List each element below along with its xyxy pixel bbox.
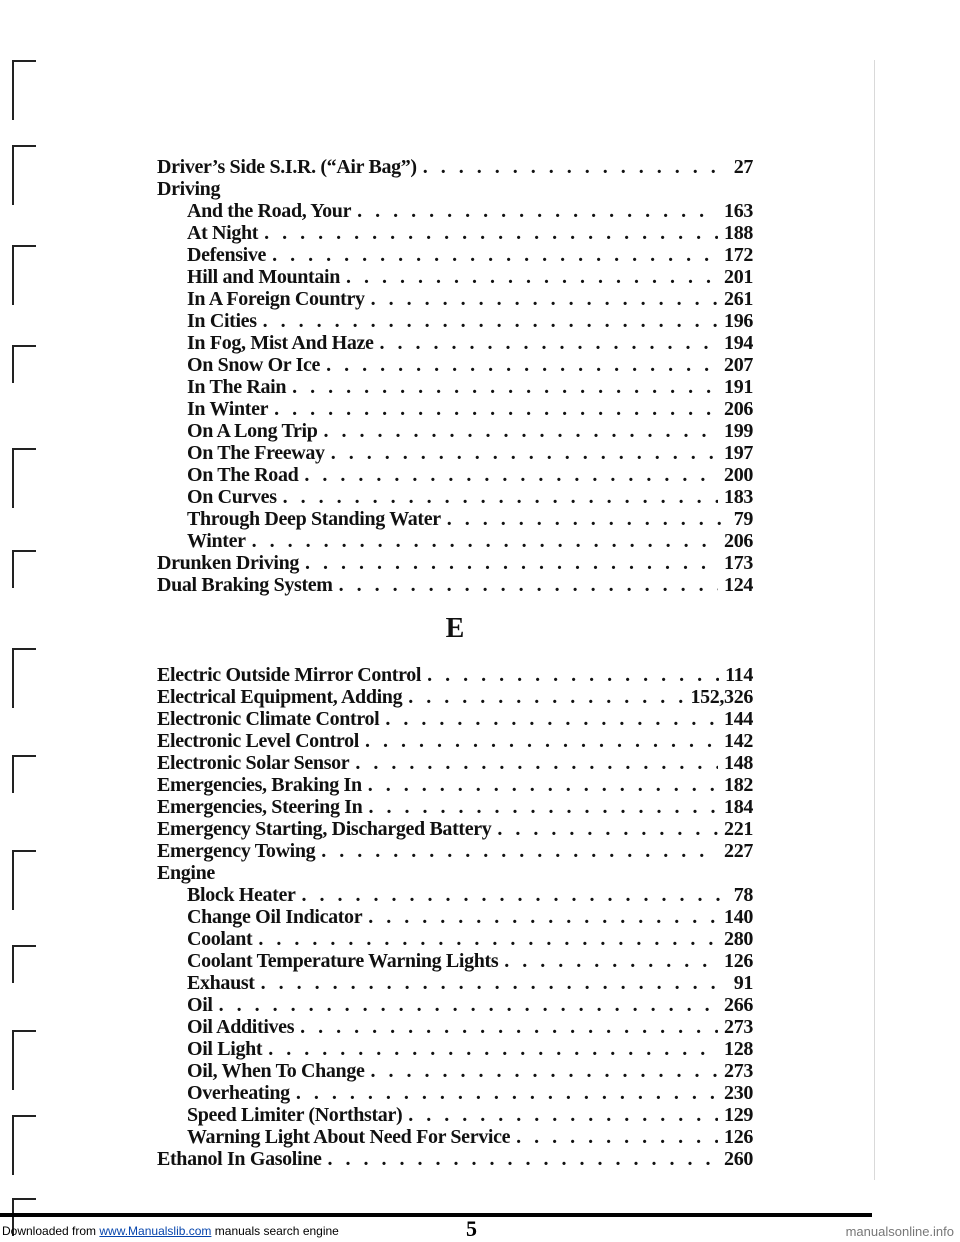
dot-leader xyxy=(408,686,684,708)
entry-page: 124 xyxy=(724,574,753,596)
dot-leader xyxy=(423,156,728,178)
index-subentry xyxy=(157,442,753,464)
entry-text: On Snow Or Ice xyxy=(187,354,321,376)
index-subentry xyxy=(157,1060,753,1082)
index-list xyxy=(157,156,753,1170)
entry-text: On The Road xyxy=(187,464,299,486)
index-entry xyxy=(157,752,753,774)
entry-text: Dual Braking System xyxy=(157,574,333,596)
entry-text: On A Long Trip xyxy=(187,420,318,442)
entry-page: 144 xyxy=(724,708,753,730)
entry-page: 142 xyxy=(724,730,753,752)
dot-leader xyxy=(283,486,718,508)
entry-text: Electronic Climate Control xyxy=(157,708,380,730)
dot-leader xyxy=(339,574,718,596)
index-subentry xyxy=(157,222,753,244)
entry-text: Block Heater xyxy=(187,884,296,906)
index-entry xyxy=(157,552,753,574)
entry-page: 163 xyxy=(724,200,753,222)
entry-page: 273 xyxy=(724,1016,753,1038)
entry-text: Defensive xyxy=(187,244,267,266)
entry-text: Winter xyxy=(187,530,246,552)
index-subentry xyxy=(157,486,753,508)
dot-leader xyxy=(368,774,718,796)
binder-mark xyxy=(12,60,36,120)
binder-marks xyxy=(0,0,60,1242)
dot-leader xyxy=(385,708,718,730)
page-number: 5 xyxy=(466,1216,477,1241)
dot-leader xyxy=(274,398,718,420)
entry-text: Coolant Temperature Warning Lights xyxy=(187,950,499,972)
entry-page: 173 xyxy=(724,552,753,574)
binder-mark xyxy=(12,755,36,793)
entry-page: 221 xyxy=(724,818,753,840)
entry-text: Through Deep Standing Water xyxy=(187,508,441,530)
binder-mark xyxy=(12,648,36,708)
dot-leader xyxy=(272,244,718,266)
footer-rule xyxy=(0,1213,872,1217)
entry-text: Oil Additives xyxy=(187,1016,295,1038)
entry-page: 152,326 xyxy=(690,686,753,708)
binder-mark xyxy=(12,448,36,508)
index-subentry xyxy=(157,266,753,288)
index-subentry xyxy=(157,1104,753,1126)
entry-text: Oil, When To Change xyxy=(187,1060,365,1082)
entry-text: Change Oil Indicator xyxy=(187,906,363,928)
entry-text: In Cities xyxy=(187,310,257,332)
binder-mark xyxy=(12,1115,36,1175)
entry-page: 200 xyxy=(724,464,753,486)
index-subentry xyxy=(157,376,753,398)
entry-text: In Fog, Mist And Haze xyxy=(187,332,374,354)
entry-page: 196 xyxy=(724,310,753,332)
binder-mark xyxy=(12,345,36,383)
watermark: manualsonline.info xyxy=(845,1224,954,1239)
entry-page: 79 xyxy=(733,508,753,530)
index-entry xyxy=(157,818,753,840)
index-subentry xyxy=(157,508,753,530)
index-subentry xyxy=(157,398,753,420)
entry-page: 183 xyxy=(724,486,753,508)
entry-page: 261 xyxy=(724,288,753,310)
binder-mark xyxy=(12,850,36,910)
index-entry xyxy=(157,574,753,596)
dot-leader xyxy=(447,508,728,530)
index-subentry xyxy=(157,288,753,310)
dot-leader xyxy=(302,884,728,906)
entry-page: 172 xyxy=(724,244,753,266)
entry-page: 273 xyxy=(724,1060,753,1082)
binder-mark xyxy=(12,245,36,305)
entry-page: 126 xyxy=(724,1126,753,1148)
dot-leader xyxy=(292,376,718,398)
dot-leader xyxy=(368,906,718,928)
index-subentry xyxy=(157,310,753,332)
entry-page: 260 xyxy=(724,1148,753,1170)
dot-leader xyxy=(408,1104,718,1126)
entry-text: Electric Outside Mirror Control xyxy=(157,664,422,686)
entry-page: 128 xyxy=(724,1038,753,1060)
entry-page: 78 xyxy=(733,884,753,906)
entry-text: Emergencies, Steering In xyxy=(157,796,363,818)
entry-text: Speed Limiter (Northstar) xyxy=(187,1104,403,1126)
dot-leader xyxy=(252,530,718,552)
entry-page: 91 xyxy=(733,972,753,994)
dot-leader xyxy=(331,442,718,464)
entry-text: Oil Light xyxy=(187,1038,263,1060)
index-subentry xyxy=(157,1038,753,1060)
entry-page: 206 xyxy=(724,398,753,420)
index-subentry xyxy=(157,884,753,906)
dot-leader xyxy=(324,420,719,442)
dot-leader xyxy=(497,818,718,840)
dot-leader xyxy=(326,354,718,376)
entry-text: Driving xyxy=(157,178,221,200)
entry-page: 140 xyxy=(724,906,753,928)
entry-page: 266 xyxy=(724,994,753,1016)
index-subentry xyxy=(157,530,753,552)
dot-leader xyxy=(328,1148,719,1170)
entry-text: And the Road, Your xyxy=(187,200,352,222)
binder-mark xyxy=(12,550,36,588)
entry-text: Electronic Solar Sensor xyxy=(157,752,350,774)
dot-leader xyxy=(371,288,718,310)
index-entry xyxy=(157,156,753,178)
index-subentry xyxy=(157,950,753,972)
section-letter: E xyxy=(445,613,465,644)
download-notice: Downloaded from www.Manualslib.com manuals search engine xyxy=(2,1224,339,1238)
entry-text: Emergency Starting, Discharged Battery xyxy=(157,818,492,840)
index-subentry xyxy=(157,464,753,486)
dot-leader xyxy=(263,310,718,332)
index-entry xyxy=(157,686,753,708)
entry-text: Emergency Towing xyxy=(157,840,316,862)
entry-text: In Winter xyxy=(187,398,269,420)
entry-page: 201 xyxy=(724,266,753,288)
entry-text: On Curves xyxy=(187,486,277,508)
entry-page: 129 xyxy=(724,1104,753,1126)
index-subentry xyxy=(157,1126,753,1148)
dot-leader xyxy=(305,552,718,574)
index-subentry xyxy=(157,1016,753,1038)
index-entry xyxy=(157,774,753,796)
dot-leader xyxy=(516,1126,718,1148)
entry-page: 27 xyxy=(733,156,753,178)
index-subentry xyxy=(157,1082,753,1104)
entry-text: Oil xyxy=(187,994,213,1016)
page-edge-line xyxy=(874,60,875,1180)
entry-page: 197 xyxy=(724,442,753,464)
binder-mark xyxy=(12,945,36,983)
entry-page: 199 xyxy=(724,420,753,442)
dot-leader xyxy=(321,840,718,862)
index-entry xyxy=(157,1148,753,1170)
entry-text: Warning Light About Need For Service xyxy=(187,1126,511,1148)
entry-page: 191 xyxy=(724,376,753,398)
entry-text: Overheating xyxy=(187,1082,290,1104)
entry-text: In A Foreign Country xyxy=(187,288,365,310)
dot-leader xyxy=(258,928,718,950)
entry-page: 227 xyxy=(724,840,753,862)
dot-leader xyxy=(427,664,719,686)
entry-text: At Night xyxy=(187,222,259,244)
index-entry xyxy=(157,796,753,818)
index-entry xyxy=(157,664,753,686)
entry-text: On The Freeway xyxy=(187,442,325,464)
entry-page: 184 xyxy=(724,796,753,818)
entry-text: Emergencies, Braking In xyxy=(157,774,362,796)
index-entry xyxy=(157,730,753,752)
entry-page: 280 xyxy=(724,928,753,950)
dot-leader xyxy=(357,200,718,222)
entry-text: Engine xyxy=(157,862,215,884)
dot-leader xyxy=(219,994,718,1016)
dot-leader xyxy=(300,1016,718,1038)
dot-leader xyxy=(365,730,718,752)
index-entry xyxy=(157,840,753,862)
index-subentry xyxy=(157,928,753,950)
entry-page: 126 xyxy=(724,950,753,972)
dot-leader xyxy=(296,1082,718,1104)
footer xyxy=(0,1216,960,1242)
dot-leader xyxy=(368,796,718,818)
index-subentry xyxy=(157,244,753,266)
entry-text: In The Rain xyxy=(187,376,287,398)
index-subentry xyxy=(157,972,753,994)
binder-mark xyxy=(12,1030,36,1090)
dot-leader xyxy=(268,1038,718,1060)
entry-text: Hill and Mountain xyxy=(187,266,340,288)
entry-page: 182 xyxy=(724,774,753,796)
index-subentry xyxy=(157,420,753,442)
entry-page: 188 xyxy=(724,222,753,244)
index-entry xyxy=(157,708,753,730)
entry-page: 207 xyxy=(724,354,753,376)
entry-text: Ethanol In Gasoline xyxy=(157,1148,322,1170)
index-subentry xyxy=(157,200,753,222)
dot-leader xyxy=(371,1060,719,1082)
entry-text: Coolant xyxy=(187,928,253,950)
dot-leader xyxy=(264,222,718,244)
entry-page: 114 xyxy=(725,664,753,686)
entry-text: Drunken Driving xyxy=(157,552,299,574)
entry-page: 148 xyxy=(724,752,753,774)
dot-leader xyxy=(346,266,718,288)
entry-page: 230 xyxy=(724,1082,753,1104)
entry-text: Driver’s Side S.I.R. (“Air Bag”) xyxy=(157,156,417,178)
index-entry xyxy=(157,178,753,200)
entry-page: 194 xyxy=(724,332,753,354)
manualslib-link[interactable]: www.Manualslib.com xyxy=(99,1224,212,1238)
dot-leader xyxy=(261,972,728,994)
dot-leader xyxy=(355,752,718,774)
entry-text: Electronic Level Control xyxy=(157,730,359,752)
index-subentry xyxy=(157,906,753,928)
index-entry xyxy=(157,862,753,884)
dot-leader xyxy=(380,332,719,354)
entry-page: 206 xyxy=(724,530,753,552)
index-subentry xyxy=(157,332,753,354)
entry-text: Electrical Equipment, Adding xyxy=(157,686,403,708)
dot-leader xyxy=(504,950,718,972)
index-subentry xyxy=(157,994,753,1016)
dot-leader xyxy=(304,464,718,486)
entry-text: Exhaust xyxy=(187,972,255,994)
binder-mark xyxy=(12,145,36,205)
index-subentry xyxy=(157,354,753,376)
